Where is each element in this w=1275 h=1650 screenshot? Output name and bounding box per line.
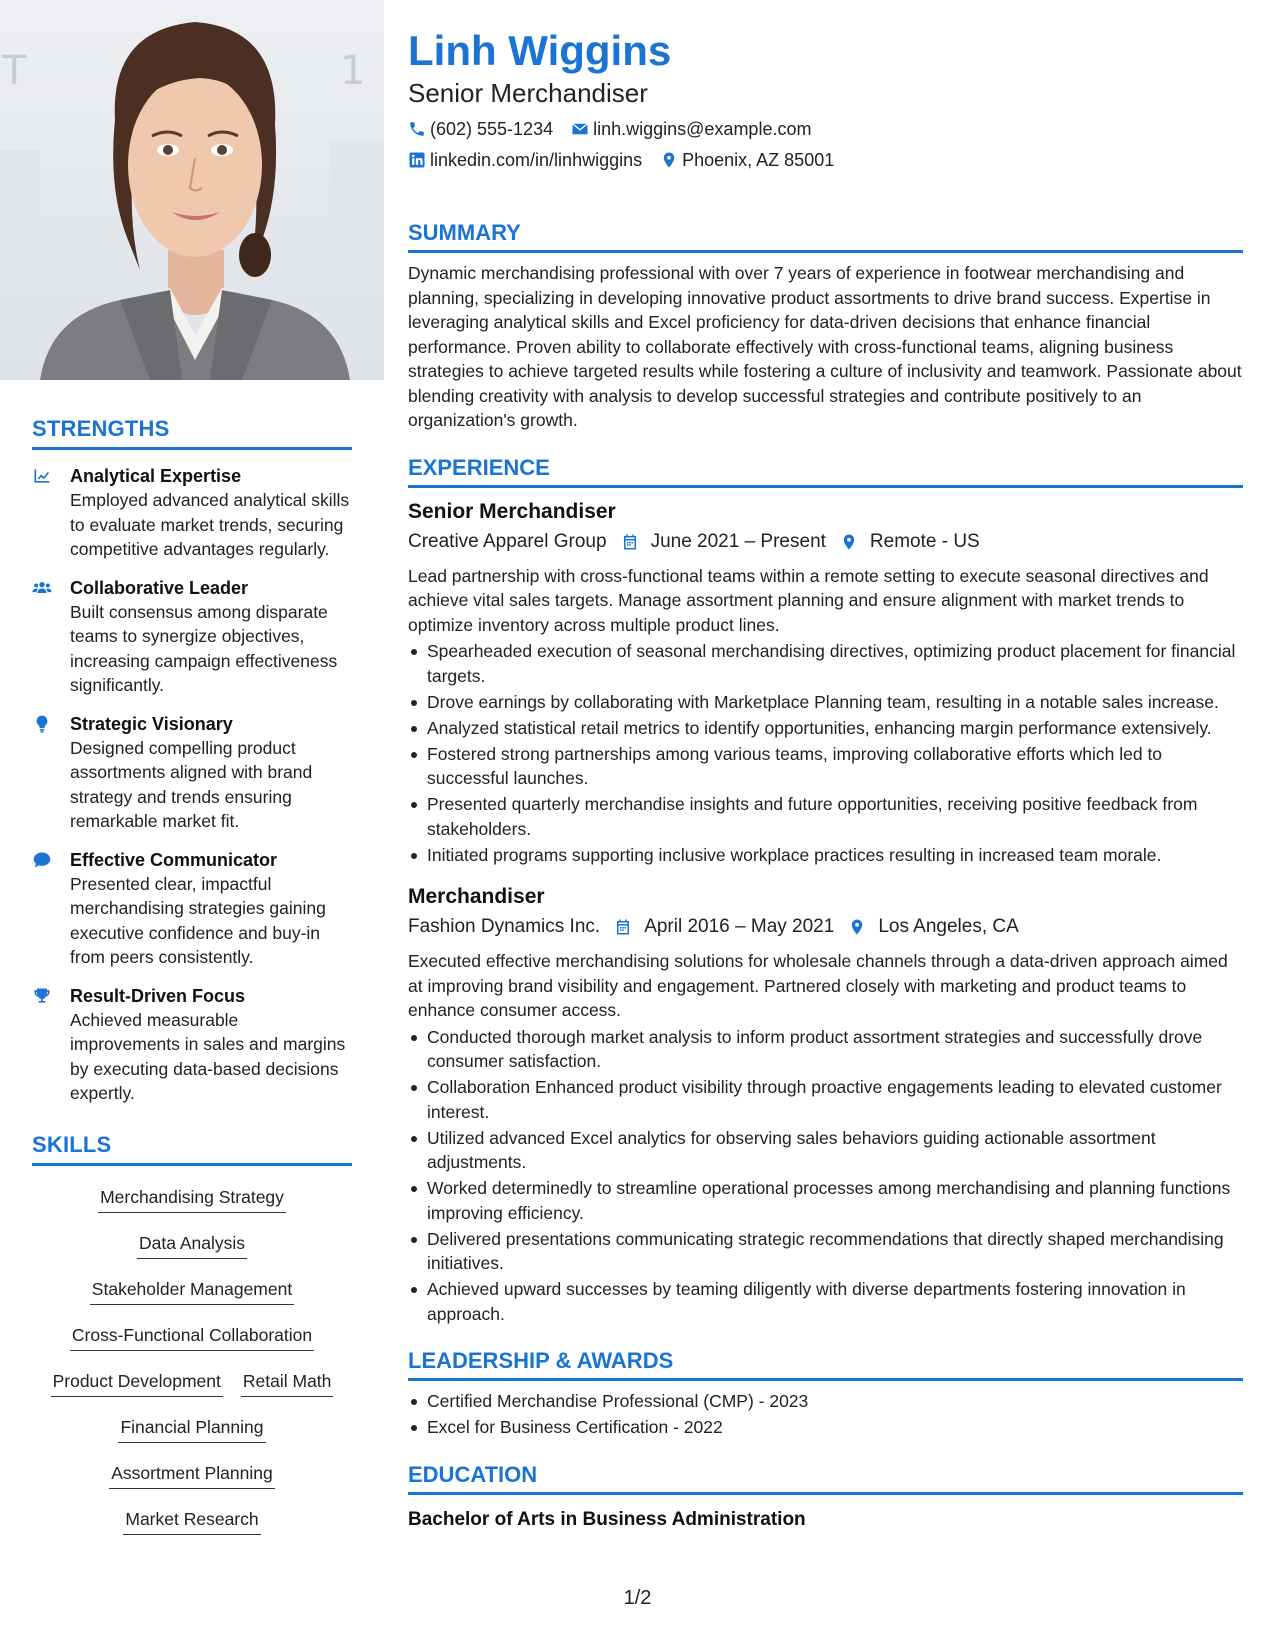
job-company: Creative Apparel Group <box>408 530 607 552</box>
map-pin-icon <box>848 918 866 936</box>
phone-icon <box>408 120 426 138</box>
list-item: Initiated programs supporting inclusive workplace practices resulting in increased team morale. <box>408 843 1243 868</box>
page-number <box>0 1587 1275 1610</box>
awards-heading: LEADERSHIP & AWARDS <box>408 1348 1243 1381</box>
email-link[interactable]: linh.wiggins@example.com <box>593 119 812 139</box>
awards-list <box>408 1389 1243 1440</box>
list-item: Conducted thorough market analysis to inform product assortment strategies and successfully drove consumer satisfaction. <box>408 1025 1243 1074</box>
list-item: Analyzed statistical retail metrics to identify opportunities, enhancing margin performance extensively. <box>408 716 1243 741</box>
summary-section <box>408 220 1243 433</box>
job-bullets <box>408 1025 1243 1327</box>
strength-desc: Presented clear, impactful merchandising strategies gaining executive confidence and buy-in from peers consistently. <box>70 873 326 967</box>
list-item: Presented quarterly merchandise insights and future opportunities, receiving positive feedback from stakeholders. <box>408 792 1243 841</box>
location-text: Phoenix, AZ 85001 <box>682 150 835 170</box>
job-title: Senior Merchandiser <box>408 499 616 523</box>
skill-tag: Product Development <box>51 1369 223 1397</box>
awards-section <box>408 1348 1243 1440</box>
users-icon <box>32 576 70 698</box>
experience-section <box>408 455 1243 1327</box>
skill-tag: Cross-Functional Collaboration <box>70 1323 314 1351</box>
education-section <box>408 1462 1243 1531</box>
strength-item <box>32 464 352 562</box>
list-item: Spearheaded execution of seasonal merchandising directives, optimizing product placement for financial targets. <box>408 639 1243 688</box>
linkedin-link[interactable]: linkedin.com/in/linhwiggins <box>430 150 643 170</box>
skill-tag: Financial Planning <box>118 1415 265 1443</box>
phone-text: (602) 555-1234 <box>430 119 554 139</box>
portrait-illustration <box>0 0 384 380</box>
job-location: Remote - US <box>869 530 980 552</box>
email-contact[interactable] <box>571 117 811 141</box>
strength-item <box>32 848 352 970</box>
map-pin-icon <box>660 151 678 169</box>
skills-section <box>0 1132 384 1544</box>
skill-tag: Data Analysis <box>137 1231 247 1259</box>
job-entry <box>408 498 1243 868</box>
contact-row <box>408 117 1243 141</box>
experience-heading: EXPERIENCE <box>408 455 1243 488</box>
page-number-text: 1/2 <box>623 1587 652 1609</box>
job-dates: June 2021 – Present <box>650 530 826 552</box>
education-degree: Bachelor of Arts in Business Administration <box>408 1508 806 1530</box>
location-contact <box>660 148 834 172</box>
strength-desc: Designed compelling product assortments aligned with brand strategy and trends ensuring remarkable market fit. <box>70 737 313 831</box>
candidate-name: Linh Wiggins <box>408 27 672 74</box>
job-bullets <box>408 639 1243 867</box>
list-item: Excel for Business Certification - 2022 <box>408 1415 1243 1440</box>
main-content <box>408 0 1243 1531</box>
job-company: Fashion Dynamics Inc. <box>408 916 601 937</box>
summary-text: Dynamic merchandising professional with over 7 years of experience in footwear merchandising and planning, specializing in developing innovative product assortments to drive brand success. Expertise in leveraging analytical skills and Excel proficiency for data-driven decisions that enhance financial performance. Proven ability to collaborate effectively with cross-functional teams, aligning business strategies to achieve targeted results while fostering a culture of inclusivity and teamwork. Passionate about blending creativity with analysis to develop successful strategies and contribute positively to an organization's growth. <box>408 263 1242 430</box>
skill-tag: Retail Math <box>241 1369 334 1397</box>
envelope-icon <box>571 120 589 138</box>
linkedin-icon <box>408 151 426 169</box>
skill-tag: Assortment Planning <box>109 1461 274 1489</box>
job-title: Merchandiser <box>408 885 545 908</box>
list-item: Drove earnings by collaborating with Marketplace Planning team, resulting in a notable sales increase. <box>408 690 1243 715</box>
list-item: Collaboration Enhanced product visibility through proactive engagements leading to elevated customer interest. <box>408 1075 1243 1124</box>
list-item: Certified Merchandise Professional (CMP) - 2023 <box>408 1389 1243 1414</box>
linkedin-contact[interactable] <box>408 148 642 172</box>
contact-row-2 <box>408 148 1243 172</box>
list-item: Fostered strong partnerships among various teams, improving collaborative efforts which led to successful launches. <box>408 742 1243 791</box>
summary-heading: SUMMARY <box>408 220 1243 253</box>
strength-title: Collaborative Leader <box>70 577 249 598</box>
profile-photo: T 1 <box>0 0 384 380</box>
trophy-icon <box>32 984 70 1106</box>
skill-tag: Stakeholder Management <box>90 1277 294 1305</box>
strength-item <box>32 712 352 834</box>
strength-title: Result-Driven Focus <box>70 985 246 1006</box>
strength-title: Strategic Visionary <box>70 713 233 734</box>
job-entry <box>408 883 1243 1326</box>
education-heading: EDUCATION <box>408 1462 1243 1495</box>
job-description: Executed effective merchandising solutions for wholesale channels through a data-driven approach aimed at improving brand visibility and engagement. Partnered closely with marketing and product teams to enhance consumer access. <box>408 951 1228 1020</box>
job-location: Los Angeles, CA <box>878 916 1019 937</box>
list-item: Utilized advanced Excel analytics for observing sales behaviors guiding actionable assortment adjustments. <box>408 1126 1243 1175</box>
comment-icon <box>32 848 70 970</box>
job-meta <box>408 914 1243 940</box>
strength-item <box>32 576 352 698</box>
strengths-section <box>0 416 384 1106</box>
skill-tag: Market Research <box>123 1507 260 1535</box>
strengths-heading: STRENGTHS <box>32 416 352 450</box>
candidate-role: Senior Merchandiser <box>408 78 648 108</box>
strength-item <box>32 984 352 1106</box>
strength-title: Effective Communicator <box>70 849 278 870</box>
strength-title: Analytical Expertise <box>70 466 242 486</box>
skill-tag: Merchandising Strategy <box>98 1185 286 1213</box>
calendar-icon <box>614 918 632 936</box>
strength-desc: Built consensus among disparate teams to synergize objectives, increasing campaign effectiveness significantly. <box>70 601 338 695</box>
list-item: Delivered presentations communicating strategic recommendations that directly shaped merchandising initiatives. <box>408 1227 1243 1276</box>
phone-contact <box>408 117 553 141</box>
job-description: Lead partnership with cross-functional teams within a remote setting to execute seasonal directives and achieve vital sales targets. Manage assortment planning and ensure alignment with market trends to optimize inventory across multiple product lines. <box>408 565 1209 635</box>
lightbulb-icon <box>32 712 70 834</box>
job-meta <box>408 529 1243 555</box>
skills-list <box>32 1176 352 1544</box>
list-item: Achieved upward successes by teaming diligently with diverse departments fostering innovation in approach. <box>408 1277 1243 1326</box>
strength-desc: Achieved measurable improvements in sales and margins by executing data-based decisions expertly. <box>70 1009 346 1103</box>
skills-heading: SKILLS <box>32 1132 352 1166</box>
chart-line-icon <box>32 464 70 562</box>
job-dates: April 2016 – May 2021 <box>644 916 835 937</box>
strength-desc: Employed advanced analytical skills to evaluate market trends, securing competitive advantages regularly. <box>70 490 350 559</box>
calendar-icon <box>621 533 639 551</box>
sidebar <box>0 0 384 1650</box>
map-pin-icon <box>840 533 858 551</box>
list-item: Worked determinedly to streamline operational processes among merchandising and planning functions improving efficiency. <box>408 1176 1243 1225</box>
